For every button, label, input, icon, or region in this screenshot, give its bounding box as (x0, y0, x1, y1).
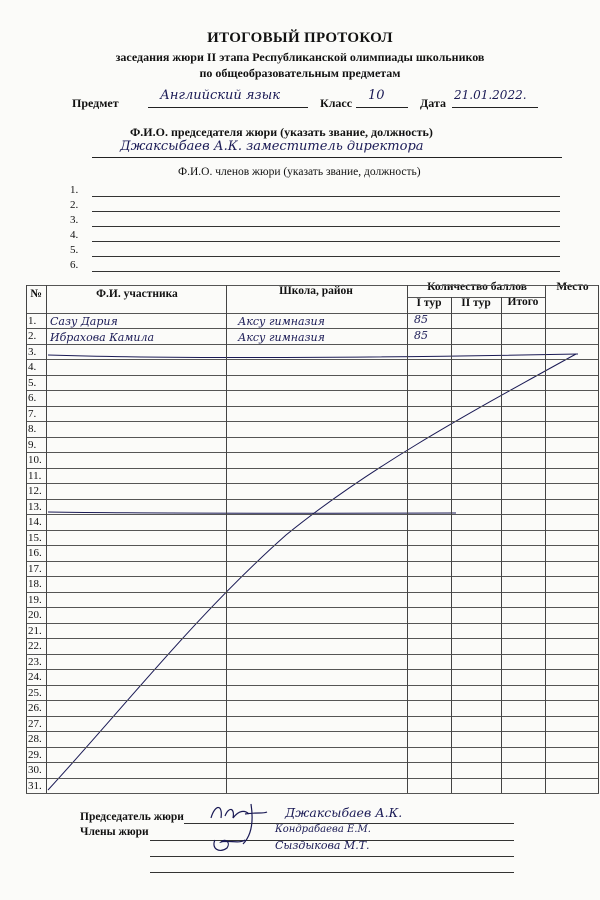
table-row-divider (26, 344, 599, 345)
row-number: 15. (28, 531, 42, 544)
row-number: 28. (28, 733, 42, 746)
row-number: 31. (28, 779, 42, 792)
member-number: 2. (70, 199, 79, 211)
subject-label: Предмет (72, 96, 119, 110)
date-underline (452, 107, 538, 108)
subject-value: Английский язык (160, 88, 280, 103)
chair-value: Джаксыбаев А.К. заместитель директора (120, 139, 424, 154)
row-number: 4. (28, 361, 37, 374)
row-number: 3. (28, 345, 37, 358)
table-column-divider (545, 285, 546, 793)
table-row-divider (26, 375, 599, 376)
row-number: 13. (28, 500, 42, 513)
header-round2: II тур (461, 297, 491, 309)
table-column-divider (501, 297, 502, 793)
table-column-divider (451, 297, 452, 793)
table-column-divider (598, 285, 599, 793)
members-signature-label: Члены жюри (80, 826, 149, 838)
table-row-divider (26, 313, 599, 314)
results-table (26, 281, 599, 793)
row-number: 1. (28, 315, 37, 327)
table-row-divider (26, 793, 599, 794)
table-row-divider (26, 421, 599, 422)
row-number: 24. (28, 671, 42, 684)
row-number: 14. (28, 516, 42, 529)
member-number: 3. (70, 214, 79, 226)
table-row-divider (26, 561, 599, 562)
table-column-divider (407, 285, 408, 793)
document-title: ИТОГОВЫЙ ПРОТОКОЛ (207, 30, 393, 46)
table-top-border (26, 285, 599, 286)
table-row-divider (26, 747, 599, 748)
entry-name: Ибрахова Камила (50, 331, 155, 344)
row-number: 21. (28, 624, 42, 637)
class-label: Класс (320, 96, 353, 110)
entry-school: Аксу гимназия (238, 331, 325, 344)
member-signature-line-3 (150, 872, 514, 873)
header-total: Итого (507, 296, 539, 308)
table-row-divider (26, 359, 599, 360)
table-row-divider (26, 468, 599, 469)
member-row (70, 214, 560, 228)
entry-name: Сазу Дария (50, 315, 118, 328)
members-label: Ф.И.О. членов жюри (указать звание, должность) (178, 166, 421, 178)
row-number: 23. (28, 655, 42, 668)
member-number: 1. (70, 184, 79, 196)
row-number: 20. (28, 609, 42, 622)
row-number: 8. (28, 423, 37, 436)
table-row-divider (26, 530, 599, 531)
strike-through-mark (26, 285, 599, 793)
row-number: 2. (28, 330, 37, 343)
entry-round1: 85 (414, 313, 428, 326)
table-row-divider (26, 545, 599, 546)
row-number: 17. (28, 562, 42, 575)
entry-round1: 85 (414, 329, 428, 342)
document-subtitle-line1: заседания жюри II этапа Республиканской олимпиады школьников (115, 50, 485, 64)
member-row (70, 244, 560, 258)
row-number: 11. (28, 469, 42, 482)
table-row-divider (26, 762, 599, 763)
chair-signature-scribble (205, 800, 275, 860)
class-underline (356, 107, 408, 108)
table-row-divider (26, 654, 599, 655)
table-row-divider (26, 685, 599, 686)
date-value: 21.01.2022. (454, 88, 527, 102)
entry-school: Аксу гимназия (238, 315, 325, 328)
class-value: 10 (368, 88, 385, 103)
row-number: 18. (28, 578, 42, 591)
row-number: 16. (28, 547, 42, 560)
member-number: 6. (70, 259, 79, 271)
chair-signature-name: Джаксыбаев А.К. (285, 805, 403, 820)
row-number: 6. (28, 392, 37, 405)
subject-underline (148, 107, 308, 108)
member-row (70, 259, 560, 273)
table-row-divider (26, 623, 599, 624)
member1-signature-name: Кондрабаева Е.М. (275, 824, 371, 835)
table-row-divider (26, 731, 599, 732)
chair-label: Ф.И.О. председателя жюри (указать звание, должность) (130, 125, 433, 139)
row-number: 9. (28, 438, 37, 451)
member2-signature-name: Сыздыкова М.Т. (275, 839, 370, 852)
table-row-divider (26, 390, 599, 391)
member-row (70, 199, 560, 213)
chair-signature-label: Председатель жюри (80, 811, 184, 823)
table-row-divider (26, 669, 599, 670)
row-number: 30. (28, 764, 42, 777)
header-school: Школа, район (279, 285, 353, 297)
row-number: 19. (28, 593, 42, 606)
member-number: 4. (70, 229, 79, 241)
scores-subheader-divider (407, 297, 546, 298)
row-number: 26. (28, 702, 42, 715)
table-column-divider (46, 285, 47, 793)
row-number: 5. (28, 376, 37, 389)
document-subtitle-line2: по общеобразовательным предметам (199, 66, 401, 80)
table-row-divider (26, 499, 599, 500)
table-row-divider (26, 406, 599, 407)
table-row-divider (26, 576, 599, 577)
row-number: 7. (28, 407, 37, 420)
row-number: 10. (28, 454, 42, 467)
member-row (70, 184, 560, 198)
table-row-divider (26, 592, 599, 593)
member-number: 5. (70, 244, 79, 256)
table-row-divider (26, 328, 599, 329)
table-row-divider (26, 638, 599, 639)
header-round1: I тур (416, 297, 442, 309)
table-row-divider (26, 452, 599, 453)
table-row-divider (26, 514, 599, 515)
date-label: Дата (420, 96, 446, 110)
table-row-divider (26, 483, 599, 484)
row-number: 12. (28, 485, 42, 498)
table-row-divider (26, 778, 599, 779)
header-num: № (30, 288, 42, 300)
row-number: 27. (28, 717, 42, 730)
table-row-divider (26, 437, 599, 438)
table-row-divider (26, 716, 599, 717)
table-row-divider (26, 607, 599, 608)
header-scores: Количество баллов (427, 281, 527, 293)
table-column-divider (26, 285, 27, 793)
header-participant: Ф.И. участника (96, 288, 178, 300)
member-row (70, 229, 560, 243)
row-number: 25. (28, 686, 42, 699)
header-place: Место (556, 281, 589, 293)
row-number: 29. (28, 748, 42, 761)
chair-underline (92, 157, 562, 158)
row-number: 22. (28, 640, 42, 653)
table-column-divider (226, 285, 227, 793)
table-row-divider (26, 700, 599, 701)
